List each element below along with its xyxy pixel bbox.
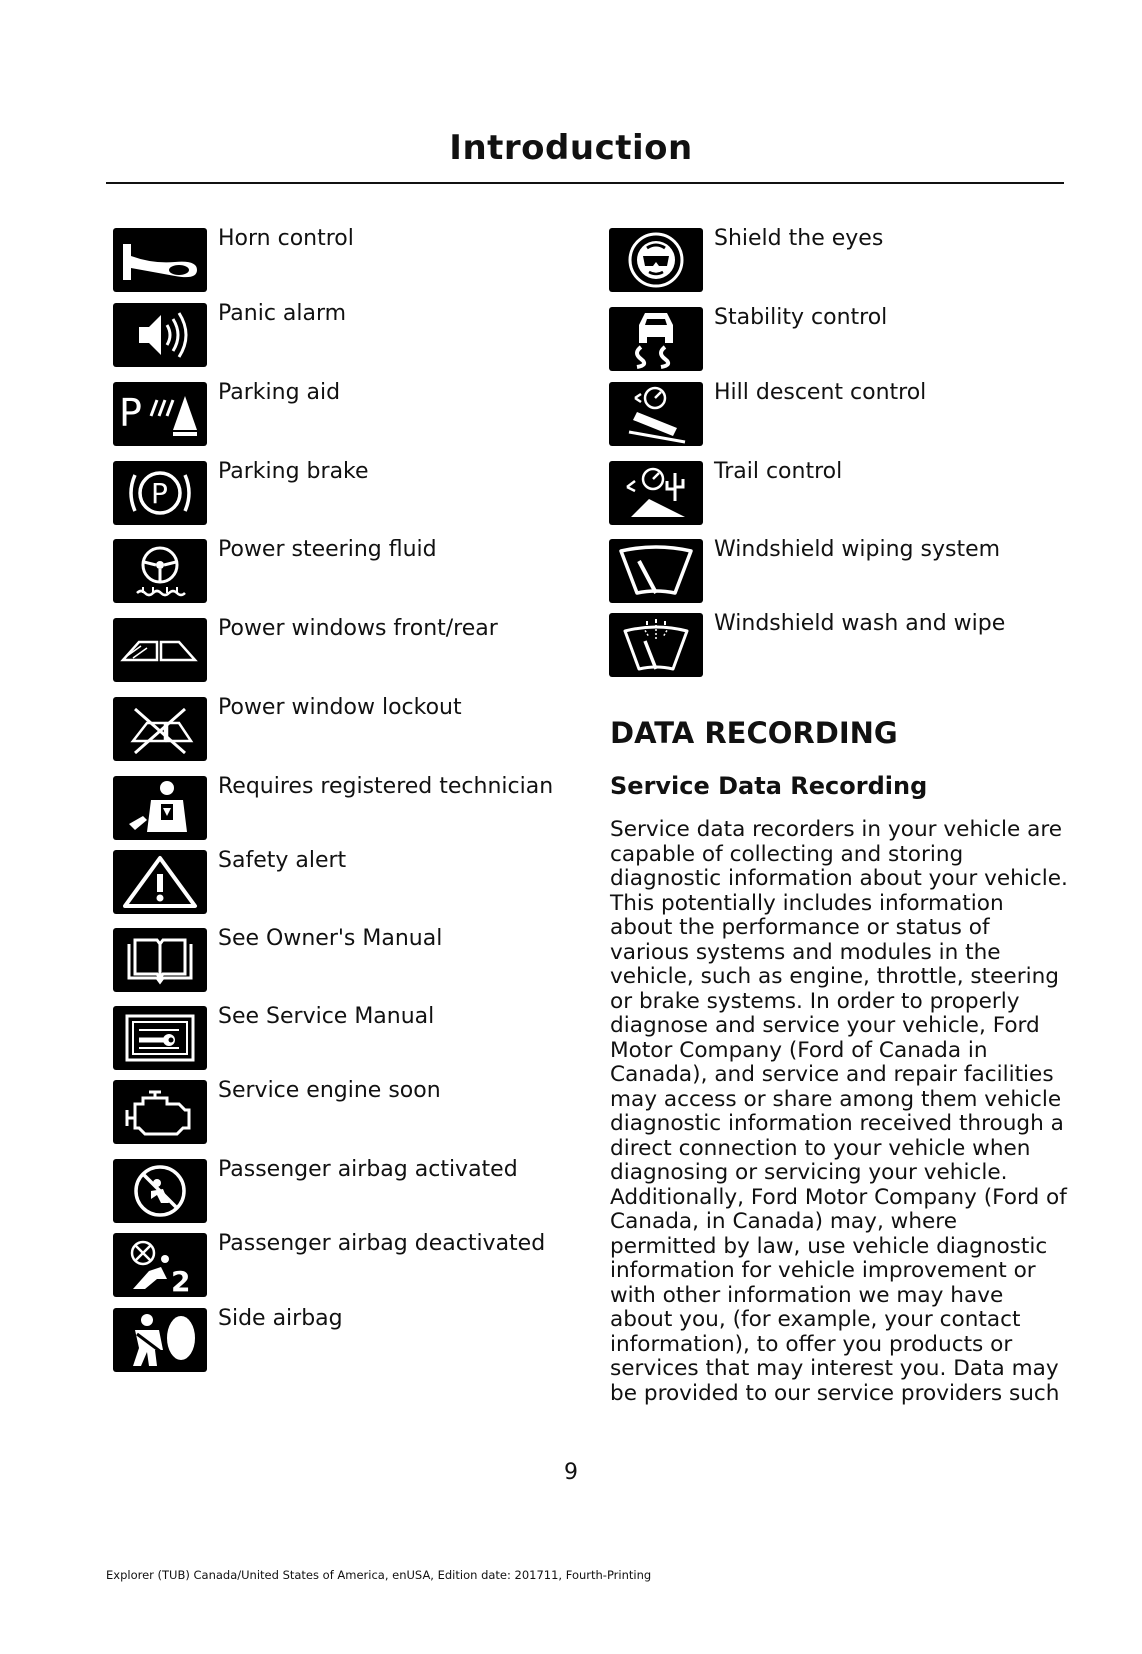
- speaker-icon: [113, 303, 207, 367]
- symbol-label: See Owner's Manual: [218, 926, 443, 951]
- symbol-label: Parking aid: [218, 380, 341, 405]
- symbol-label: Power steering fluid: [218, 537, 437, 562]
- engine-icon: [113, 1080, 207, 1144]
- symbol-label: Safety alert: [218, 848, 347, 873]
- symbol-label: Horn control: [218, 226, 354, 251]
- symbol-label: Shield the eyes: [714, 226, 884, 251]
- service-manual-icon: [113, 1006, 207, 1070]
- symbol-label: Panic alarm: [218, 301, 347, 326]
- symbol-label: Side airbag: [218, 1306, 343, 1331]
- airbag-activated-icon: [113, 1159, 207, 1223]
- symbol-label: Trail control: [714, 459, 843, 484]
- symbol-label: Passenger airbag activated: [218, 1157, 518, 1182]
- parking-brake-icon: [113, 461, 207, 525]
- symbol-label: Hill descent control: [714, 380, 927, 405]
- page-number: 9: [564, 1460, 578, 1485]
- body-paragraph: Service data recorders in your vehicle are capable of collecting and storing diagnostic information about your vehicle. This potentially includes information about the performance or status of various systems and modules in the vehicle, such as engine, throttle, steering or brake systems. In order to properly diagnose and service your vehicle, Ford Motor Company (Ford of Canada in Canada), and service and repair facilities may access or share among them vehicle diagnostic information received through a direct connection to your vehicle when diagnosing or servicing your vehicle. Additionally, Ford Motor Company (Ford of Canada, in Canada) may, where permitted by law, use vehicle diagnostic information for vehicle improvement or with other information we may have about you, (for example, your contact information), to offer you products or services that may interest you. Data may be provided to our service providers such: [610, 817, 1068, 1406]
- svg-text:P: P: [151, 477, 168, 510]
- trail-control-icon: [609, 461, 703, 525]
- airbag-deactivated-icon: [113, 1233, 207, 1297]
- stability-control-icon: [609, 307, 703, 371]
- symbol-label: Windshield wash and wipe: [714, 611, 1006, 636]
- safety-glasses-icon: [609, 228, 703, 292]
- symbol-label: Power window lockout: [218, 695, 462, 720]
- window-lockout-icon: [113, 697, 207, 761]
- power-window-icon: [113, 618, 207, 682]
- title-divider: [106, 182, 1064, 184]
- horn-icon: [113, 228, 207, 292]
- hill-descent-icon: [609, 382, 703, 446]
- section-heading: DATA RECORDING: [610, 716, 898, 750]
- symbol-label: Parking brake: [218, 459, 369, 484]
- parking-aid-icon: [113, 382, 207, 446]
- symbol-label: Passenger airbag deactivated: [218, 1231, 546, 1256]
- footer-text: Explorer (TUB) Canada/United States of America, enUSA, Edition date: 201711, Fourth-Printing: [106, 1568, 652, 1582]
- open-book-icon: [113, 928, 207, 992]
- symbol-label: Power windows front/rear: [218, 616, 498, 641]
- subsection-heading: Service Data Recording: [610, 772, 928, 800]
- symbol-label: Stability control: [714, 305, 888, 330]
- steering-wheel-icon: [113, 539, 207, 603]
- svg-text:2: 2: [171, 1265, 191, 1297]
- warning-triangle-icon: [113, 850, 207, 914]
- symbol-label: Requires registered technician: [218, 774, 554, 799]
- symbol-label: See Service Manual: [218, 1004, 435, 1029]
- wiper-icon: [609, 539, 703, 603]
- symbol-label: Windshield wiping system: [714, 537, 1001, 562]
- technician-icon: [113, 776, 207, 840]
- symbol-label: Service engine soon: [218, 1078, 441, 1103]
- page-title: Introduction: [449, 128, 693, 168]
- side-airbag-icon: [113, 1308, 207, 1372]
- wash-wipe-icon: [609, 613, 703, 677]
- svg-text:P: P: [119, 391, 142, 435]
